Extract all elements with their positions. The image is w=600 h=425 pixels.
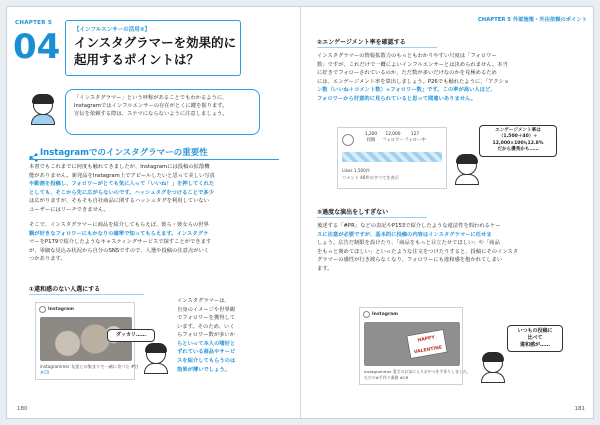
text-line: が、零細な見込み状況から自分のSNSですので、人選や投稿の注意点がいく [29, 247, 210, 254]
tooltip-line: 比べて [527, 335, 543, 341]
chapter-tag: CHAPTER 5 [15, 20, 53, 26]
profile-avatar-icon [342, 134, 354, 146]
posts-count: 1,200 [364, 132, 378, 137]
mock-hashtag: ただの#手作り業務 #CR [364, 375, 409, 380]
text-line: 後述する「#PR」などの表記やP153で紹介したような違法性を問われるケー [317, 223, 501, 229]
page-number-left: 180 [17, 406, 28, 412]
right-page [301, 7, 595, 418]
text-line: しょう。広告だ制限を設けたり、「商品をもっと目立たせてほしい」や「商品 [317, 240, 500, 247]
text-line: スに注意が必要ですが、基本的に投稿の内容はインスタグラマーに任せま [317, 231, 492, 238]
avatar-hair [482, 352, 504, 362]
avatar-body [455, 174, 479, 185]
balloon-line: 「インスタグラマー」という呼称があることでもわかるように、 [74, 95, 228, 101]
profile-icon [39, 306, 46, 313]
chapter-number: 04 [13, 27, 61, 67]
tooltip-line: （1,500＋40）÷ [498, 134, 538, 140]
instagram-post-mock-2 [359, 307, 471, 385]
subheading-3: ③過度な演出をしすぎない [317, 209, 389, 216]
subheading-rule [317, 47, 437, 48]
right-column-text [177, 297, 289, 374]
woman-avatar [479, 353, 507, 383]
woman-avatar [453, 155, 481, 185]
valentine-photo [364, 322, 460, 366]
tooltip-line: いつもの投稿に [517, 328, 553, 334]
text-line: 自身のイメージや世界観 [177, 306, 236, 313]
section-rule [29, 159, 279, 160]
mock-app-title: Instagram [48, 307, 74, 312]
running-head: CHAPTER 5 外部施策・外注依頼のポイント [477, 17, 587, 23]
paragraph-4 [317, 222, 579, 273]
wave-banner [342, 152, 442, 162]
text-line: グラマーの感性が行き渡らなくなり、フォロワーにも違和感を抱かれてしまい [317, 257, 503, 264]
text-line: をもっと褒めてほしい」といったような注文をつけたりすると、投稿にそのインスタ [317, 248, 519, 255]
intro-balloon [65, 89, 260, 135]
profile-stats-mock [337, 127, 447, 189]
stats-counts [360, 132, 426, 144]
profile-icon [363, 311, 370, 318]
valentine-card: HAPPY VALENTINE [406, 329, 448, 359]
subheading-rule [29, 294, 144, 295]
posts-label: 投稿 [366, 137, 376, 143]
woman-avatar [142, 344, 170, 374]
man-avatar [29, 95, 57, 125]
comments-count: コメント 40件のすべてを表示 [342, 175, 399, 180]
avatar-body [481, 372, 505, 383]
avatar-hair [145, 343, 167, 353]
disappointed-tooltip: ダッカリ…… [107, 329, 155, 342]
followers-count: 12,000 [385, 132, 401, 137]
avatar-hair [456, 154, 478, 164]
text-line: つかあります。 [29, 256, 66, 263]
text-line: 能がありません。新発品をInstagram上でアピールしたいと思って美しい写真 [29, 172, 215, 179]
title-line-2: 起用するポイントは？ [74, 51, 200, 67]
subheading-2: ②エンゲージメント率を確認する [317, 39, 406, 46]
text-line: は広がりますが、そもそも自社商品に関するハッシュタグを利用していない [29, 198, 209, 205]
paragraph-2 [29, 221, 281, 264]
text-line: ン数（いいね＋コメント数）÷フォロワー数」です。この率が高い人ほど、 [317, 87, 496, 94]
avatar-body [31, 114, 55, 125]
text-line: ユーザーにはリーチできません。 [29, 206, 109, 213]
text-line: としても、そこから先に広がらないのです。ハッシュタグをつけることで多少 [29, 189, 214, 196]
paragraph-3 [317, 52, 579, 103]
balloon-line: 宣伝を依頼する際は、ステマにならないように注意しましょう。 [74, 111, 228, 118]
share-icon [29, 147, 38, 156]
text-line: らフォロワー数が多いか [177, 332, 236, 339]
section-title: Instagramでのインスタグラマーの重要性 [40, 148, 208, 158]
mock-caption: instagrammer 友達との集まりで一緒に食べた #甘 [40, 364, 139, 369]
text-line: います。そのため、いく [177, 323, 235, 330]
mock-app-title: Instagram [372, 312, 398, 317]
following-count: 127 [410, 132, 420, 137]
text-line: そこで、インスタグラマーに商品を紹介してもらえば、彼ら・彼女らの世界 [29, 222, 209, 228]
left-page [7, 7, 301, 418]
following-label: フォロー中 [404, 137, 426, 143]
avatar-hair [32, 94, 54, 104]
title-tag: 【インフルエンサーの活用②】 [74, 27, 150, 33]
balloon-line: Instagramではインフルエンサーの存在がとくに鍵を握ります。 [74, 103, 228, 110]
text-line: には、エンゲージメント率を算出しましょう。P26でも触れたように、「アクショ [317, 78, 510, 85]
text-line: インスタグラマーは、 [177, 298, 230, 304]
page-title [74, 35, 240, 69]
title-box [65, 20, 241, 76]
text-line: フォロワーから好意的に見られていると思って間違いありません。 [317, 95, 476, 102]
subheading-rule [317, 217, 427, 218]
tooltip-line: 違和感が…… [519, 342, 550, 348]
likes-count: Likes 1,500件 [342, 168, 371, 173]
text-line: ずれている商品やサービ [177, 349, 236, 356]
followers-label: フォロワー [382, 137, 404, 143]
engagement-tooltip [479, 125, 557, 157]
tooltip-line: エンゲージメント率は [495, 128, 541, 133]
paragraph-1 [29, 163, 281, 214]
tooltip-line: だから優秀かも…… [497, 147, 539, 153]
page-number-right: 181 [574, 406, 585, 412]
text-line: 効果が薄いでしょう。 [177, 366, 230, 373]
discomfort-tooltip [507, 325, 563, 352]
mock-hashtag: #CR [40, 370, 50, 375]
text-line: らといって本人の嗜好と [177, 340, 236, 347]
text-line: 数」ですが、これだけで一概によいインフルエンサーとは決められません。本当 [317, 61, 508, 68]
title-line-1: インスタグラマーを効果的に [74, 35, 237, 50]
mock-caption: instagrammer 愛犬のお気に入りおやつを手作りしました。 [364, 369, 471, 374]
text-line: や動画を投稿し、フォロワーがとても気に入って「いいね！」を押してくれた [29, 181, 215, 188]
text-line: 本書でもこれまでに何度も触れてきましたが、Instagramには投稿の拡散機 [29, 164, 210, 170]
text-line: に好きでフォローされているのか、ただ数が多いだけなのかを見極めるため [317, 70, 497, 77]
text-line: インスタグラマーの情報拡散力のもっともわかりやすい尺度は「フォロワー [317, 53, 497, 59]
text-line: 観が好きなフォロワーにもかなりの確率で知ってもらえます。インスタグラ [29, 230, 209, 237]
text-line: スを紹介してもらうのは [177, 358, 236, 365]
avatar-body [144, 363, 168, 374]
subheading-1: ①違和感のない人選にする [29, 286, 101, 293]
text-line: でフォロワーを獲得して [177, 315, 236, 322]
tooltip-line: 12,000×100≒12.8% [492, 140, 544, 146]
text-line: ます。 [317, 265, 333, 272]
book-spread [6, 6, 594, 419]
text-line: マーをP179で紹介したようなキャスティングサービスで探すことができます [29, 239, 212, 246]
